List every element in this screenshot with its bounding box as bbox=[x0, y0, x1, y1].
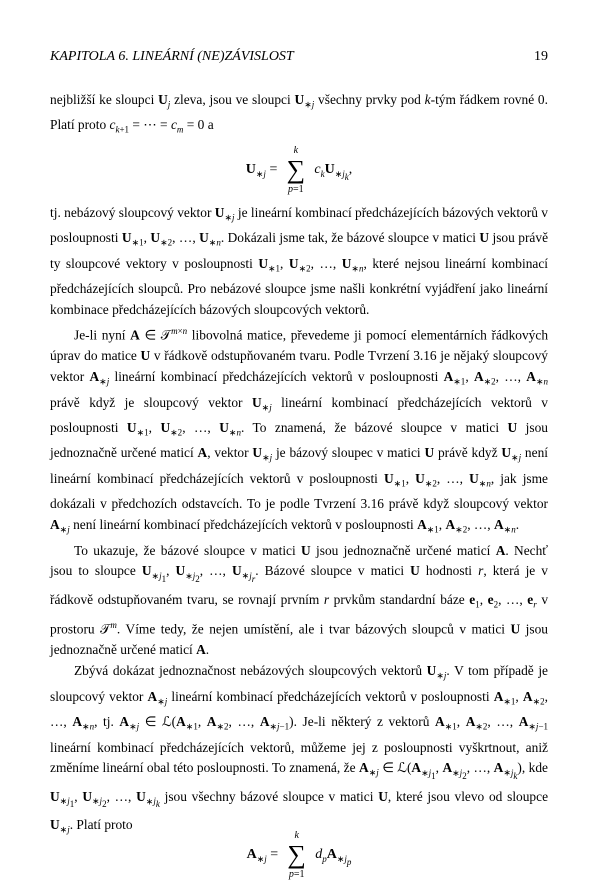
equation-2: $A_{∗j}$ = k ∑ p=1 $d_pA_{∗j_p}$ bbox=[246, 830, 352, 880]
paragraph-2: Je-li nyní A ∈ 𝒯$^{m\times n}$ libovolná matice, převedeme ji pomocí elementárních řádkových úprav do matice U v řádkově odstupňovaném tvaru. Podle Tvrzení 3.16 je nějaký sloupcový vektor $A_{∗j}$ lineární kombinací předcházejících vektorů v posloupnosti $A_{∗1}$, $A_{∗2}$, …, $A_{∗n}$ právě když je sloupcový vektor $U_{∗j}$ lineární kombinací předcházejících vektorů v posloupnosti $U_{∗1}$, $U_{∗2}$, …, $U_{∗n}$. To znamená, že bázové sloupce v matici U jsou jednoznačně určené maticí A, vektor $U_{∗j}$ je bázový sloupec v matici U právě když $U_{∗j}$ není lineární kombinací předcházejících vektorů v posloupnosti $U_{∗1}$, $U_{∗2}$, …, $U_{∗n}$, jak jsme dokázali v předchozích odstavcích. To je podle Tvrzení 3.16 právě když sloupcový vektor $A_{∗j}$ není lineární kombinací předcházejících vektorů v posloupnosti $A_{∗1}$, $A_{∗2}$, …, $A_{∗n}$. bbox=[50, 326, 549, 535]
paragraph-4: Zbývá dokázat jednoznačnost nebázových sloupcových vektorů $U_{∗j}$. V tom případě je sloupcový vektor $A_{∗j}$ lineární kombinací předcházejících vektorů v posloupnosti $A_{∗1}$, $A_{∗2}$, …, $A_{∗n}$, tj. $A_{∗j}$ ∈ $ℒ(A_{∗1}$, $A_{∗2}$, …, $A_{∗j-1}$). Je-li některý z vektorů $A_{∗1}$, $A_{∗2}$, …, $A_{∗j-1}$ lineární kombinací předcházejících vektorů, můžeme jej z posloupnosti vyškrtnout, aniž změníme lineární obal této posloupnosti. To znamená, že $A_{∗j}$ ∈ $ℒ(A_{∗j_1}$, $A_{∗j_2}$, …, $A_{∗j_k}$), kde $U_{∗j_1}$, $U_{∗j_2}$, …, $U_{∗j_k}$ jsou všechny bázové sloupce v matici U, které jsou vlevo od sloupce $U_{∗j}$. Platí proto bbox=[50, 663, 549, 835]
paragraph-3: To ukazuje, že bázové sloupce v matici U jsou jednoznačně určené maticí A. Nechť jsou to sloupce $U_{∗j_1}$, $U_{∗j_2}$, …, $U_{∗j_r}$. Bázové sloupce v matici U hodnosti r, která je v řádkově odstupňovaném tvaru, se rovnají prvním r prvkům standardní báze $e_1$, $e_2$, …, $e_r$ v prostoru 𝒯$^m$. Víme tedy, že nejen umístění, ale i tvar bázových sloupců v matici U jsou jednoznačně určené maticí A. bbox=[50, 542, 549, 658]
chapter-title: KAPITOLA 6. LINEÁRNÍ (NE)ZÁVISLOST bbox=[50, 49, 294, 64]
equation-1: $U_{∗j}$ = k ∑ p=1 $c_kU_{∗j_k}$, bbox=[245, 145, 353, 195]
intro-paragraph: nejbližší ke sloupci $U_j$ zleva, jsou ve sloupci $U_{∗j}$ všechny prvky pod k-tým řádkem rovné 0. Platí proto $c_{k+1}$ = ⋯ = $c_m = 0$ a bbox=[50, 92, 548, 136]
body-text bbox=[50, 203, 548, 840]
paragraph-1: tj. nebázový sloupcový vektor $U_{∗j}$ je lineární kombinací předcházejících bázových vektorů v posloupnosti $U_{∗1}$, $U_{∗2}$, …, $U_{∗n}$. Dokázali jsme tak, že bázové sloupce v matici U jsou právě ty sloupcové vektory v posloupnosti $U_{∗1}$, $U_{∗2}$, …, $U_{∗n}$, které nejsou lineární kombinací předcházejících sloupců. Pro nebázové sloupce jsme našli konkrétní vyjádření jako lineární kombinace předcházejících bázových sloupcových vektorů. bbox=[50, 205, 549, 318]
page-number: 19 bbox=[534, 49, 548, 64]
running-header bbox=[50, 49, 548, 67]
